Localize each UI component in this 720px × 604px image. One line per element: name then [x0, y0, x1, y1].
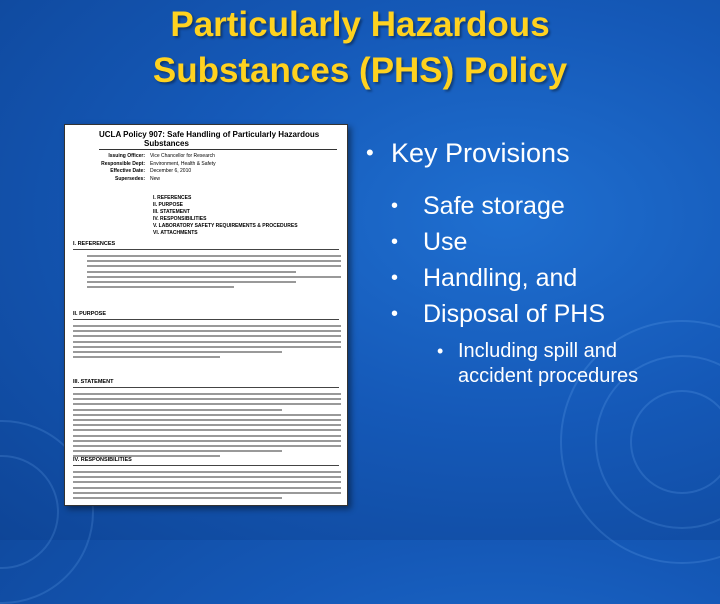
meta-row [99, 168, 339, 176]
toc-item: VI. ATTACHMENTS [153, 230, 198, 236]
document-body-text [73, 255, 341, 291]
toc-item: V. LABORATORY SAFETY REQUIREMENTS & PROCEDURES [153, 223, 298, 229]
meta-value: New [150, 175, 161, 182]
document-body-text [73, 471, 341, 502]
document-heading-line-1: UCLA Policy 907: Safe Handling of Particularly Hazardous [99, 130, 320, 139]
meta-row [99, 176, 339, 184]
document-toc [153, 195, 298, 237]
list-item: • Handling, and [363, 260, 708, 296]
provisions-sublist [363, 188, 708, 332]
provisions-subitem: • Including spill and accident procedures [363, 339, 668, 389]
list-item: • Safe storage [363, 188, 708, 224]
key-provisions-list [363, 136, 708, 389]
document-body-text [73, 393, 341, 460]
document-section-heading: III. STATEMENT [73, 379, 114, 385]
meta-value: Vice Chancellor for Research [150, 153, 215, 159]
meta-value: December 6, 2010 [150, 168, 192, 174]
toc-item: I. REFERENCES [153, 195, 192, 201]
document-section-heading: II. PURPOSE [73, 311, 107, 317]
key-provisions-heading: • Key Provisions [363, 136, 708, 170]
meta-key: Issuing Officer: [108, 153, 145, 159]
toc-item: II. PURPOSE [153, 202, 184, 208]
policy-document-image [64, 124, 348, 506]
document-section-heading: I. REFERENCES [73, 241, 116, 247]
section-rule [73, 387, 339, 388]
list-item: • Use [363, 224, 708, 260]
document-rule [99, 149, 337, 150]
meta-key: Supersedes: [114, 175, 145, 182]
section-rule [73, 319, 339, 320]
document-heading-line-2: Substances [144, 139, 189, 148]
document-meta [99, 153, 339, 183]
document-body-text [73, 325, 341, 361]
title-line-1: Particularly Hazardous [170, 5, 550, 44]
meta-key: Responsible Dept: [101, 160, 145, 167]
meta-row [99, 153, 339, 161]
title-line-2: Substances (PHS) Policy [152, 51, 568, 90]
document-section-heading: IV. RESPONSIBILITIES [73, 457, 132, 463]
meta-value: Environment, Health & Safety [150, 160, 216, 167]
meta-key: Effective Date: [110, 168, 145, 174]
document-heading [99, 130, 339, 148]
toc-item: IV. RESPONSIBILITIES [153, 216, 207, 222]
list-item: • Disposal of PHS [363, 296, 708, 332]
toc-item: III. STATEMENT [153, 209, 190, 215]
meta-row [99, 161, 339, 169]
section-rule [73, 249, 339, 250]
slide-title [0, 2, 720, 94]
section-rule [73, 465, 339, 466]
